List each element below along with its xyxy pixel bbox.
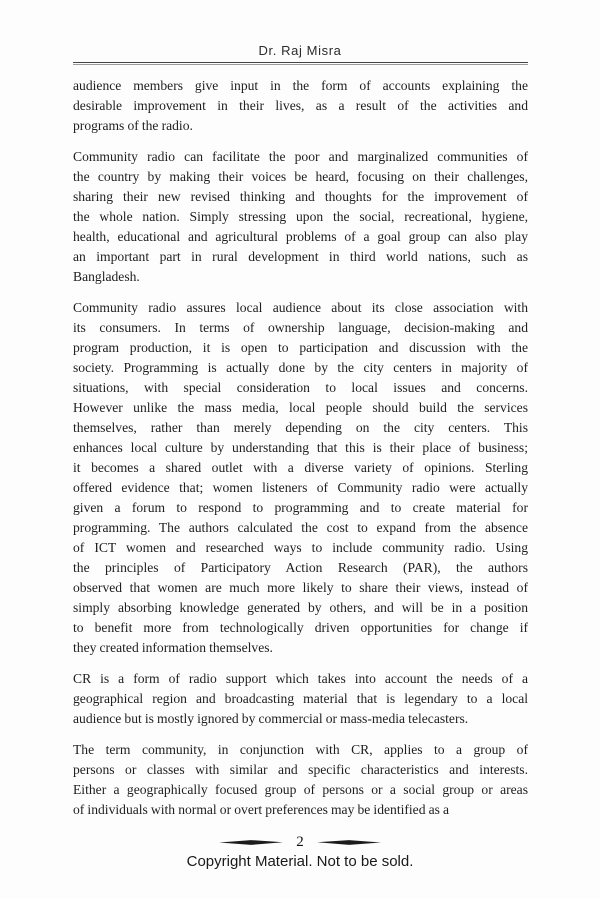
copyright-notice: Copyright Material. Not to be sold. [186, 853, 414, 870]
text-line: the principles of Participatory Action Research (PAR), the authors [73, 560, 528, 575]
text-line: CR is a form of radio support which takes into account the needs of a [73, 671, 528, 686]
page-header-author: Dr. Raj Misra [258, 43, 342, 58]
text-line: of individuals with normal or overt preferences may be identified as a [73, 802, 450, 817]
text-line: it becomes a shared outlet with a diverse variety of opinions. Sterling [73, 460, 528, 475]
text-line: simply absorbing knowledge generated by others, and will be in a position [73, 600, 528, 615]
text-line: its consumers. In terms of ownership language, decision-making and [73, 320, 528, 335]
text-line: Either a geographically focused group of persons or a social group or areas [73, 782, 528, 797]
text-line: audience members give input in the form of accounts explaining the [73, 78, 528, 93]
text-line: However unlike the mass media, local people should build the services [73, 400, 528, 415]
text-line: they created information themselves. [73, 640, 273, 655]
page-number-row [0, 833, 600, 851]
text-line: observed that women are much more likely to share their views, instead of [73, 580, 528, 595]
page-body [73, 76, 528, 820]
text-line: society. Programming is actually done by the city centers in majority of [73, 360, 528, 375]
text-line: programming. The authors calculated the cost to expand from the absence [73, 520, 528, 535]
text-line: themselves, rather than merely depending on the city centers. This [73, 420, 528, 435]
text-line: programs of the radio. [73, 118, 193, 133]
text-line: Community radio assures local audience about its close association with [73, 300, 528, 315]
paragraph [73, 669, 528, 729]
text-line: to benefit more from technologically driven opportunities for change if [73, 620, 528, 635]
text-line: sharing their new revised thinking and thoughts for the improvement of [73, 189, 528, 204]
page-number: 2 [296, 833, 304, 850]
text-line: given a forum to respond to programming and to create material for [73, 500, 528, 515]
paragraph [73, 76, 528, 136]
paragraph [73, 740, 528, 820]
page-number-ornament-left-icon [219, 839, 283, 846]
paragraph [73, 147, 528, 287]
text-line: of ICT women and researched ways to include community radio. Using [73, 540, 528, 555]
text-line: enhances local culture by understanding that this is their place of business; [73, 440, 528, 455]
text-line: an important part in rural development in third world nations, such as [73, 249, 528, 264]
text-line: health, educational and agricultural problems of a goal group can also play [73, 229, 528, 244]
paragraph [73, 298, 528, 658]
text-line: Community radio can facilitate the poor and marginalized communities of [73, 149, 528, 164]
header-rule [73, 62, 528, 65]
text-line: persons or classes with similar and specific characteristics and interests. [73, 762, 528, 777]
text-line: Bangladesh. [73, 269, 140, 284]
text-line: geographical region and broadcasting material that is legendary to a local [73, 691, 528, 706]
text-line: The term community, in conjunction with CR, applies to a group of [73, 742, 528, 757]
page-number-ornament-right-icon [317, 839, 381, 846]
text-line: situations, with special consideration to local issues and concerns. [73, 380, 528, 395]
text-line: the country by making their voices be heard, focusing on their challenges, [73, 169, 528, 184]
text-line: offered evidence that; women listeners of Community radio were actually [73, 480, 528, 495]
text-line: audience but is mostly ignored by commercial or mass-media telecasters. [73, 711, 469, 726]
text-line: the whole nation. Simply stressing upon the social, recreational, hygiene, [73, 209, 528, 224]
text-line: desirable improvement in their lives, as a result of the activities and [73, 98, 528, 113]
text-line: program production, it is open to participation and discussion with the [73, 340, 528, 355]
